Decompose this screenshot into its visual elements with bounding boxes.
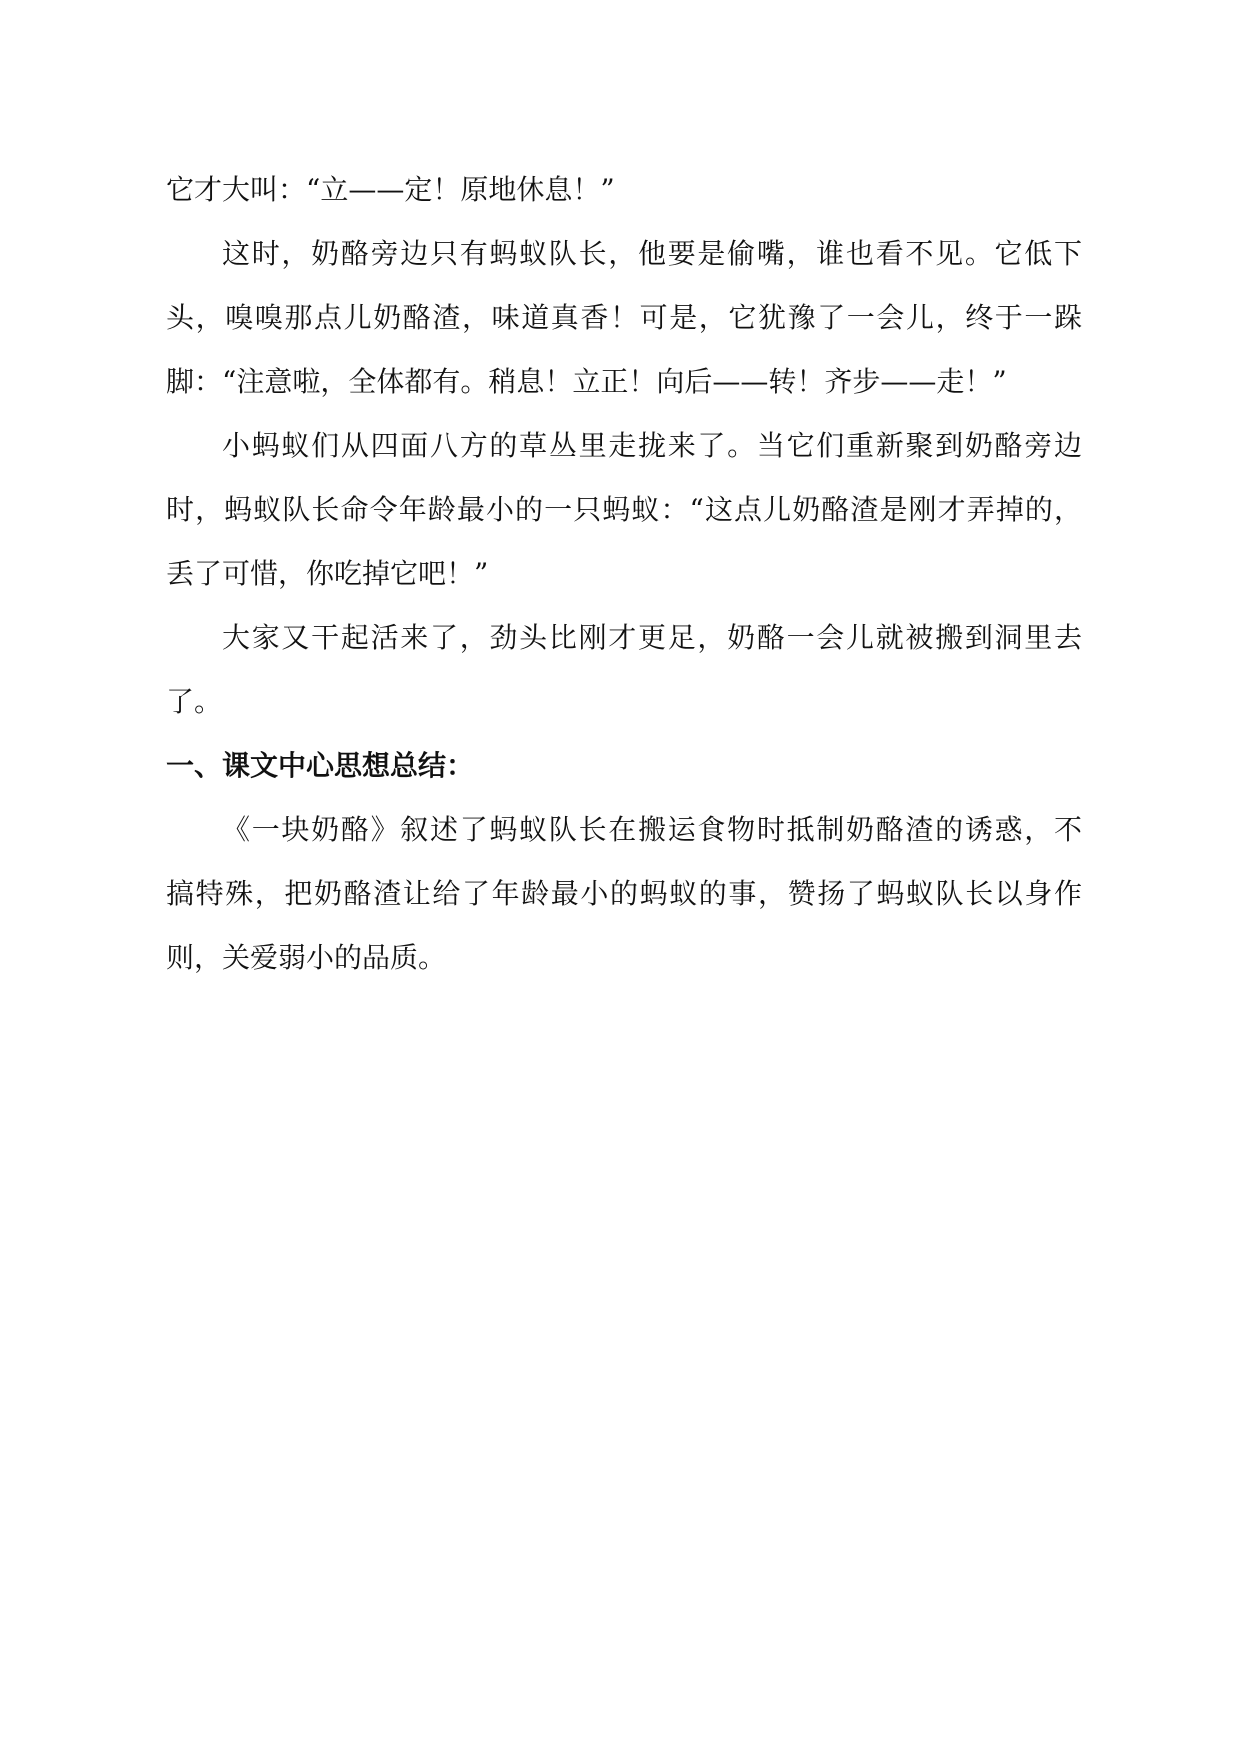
summary-line: 则，关爱弱小的品质。 <box>166 941 447 974</box>
paragraph-line: 它才大叫：“立——定！原地休息！” <box>166 173 615 206</box>
paragraph-line: 头，嗅嗅那点儿奶酪渣，味道真香！可是，它犹豫了一会儿，终于一跺 <box>166 301 1082 334</box>
paragraph-line: 脚：“注意啦，全体都有。稍息！立正！向后——转！齐步——走！” <box>166 365 1007 398</box>
paragraph-line: 小蚂蚁们从四面八方的草丛里走拢来了。当它们重新聚到奶酪旁边 <box>222 429 1082 462</box>
paragraph-line: 这时，奶酪旁边只有蚂蚁队长，他要是偷嘴，谁也看不见。它低下 <box>222 237 1082 270</box>
section-heading: 一、课文中心思想总结： <box>166 749 475 782</box>
summary-line: 《一块奶酪》叙述了蚂蚁队长在搬运食物时抵制奶酪渣的诱惑，不 <box>222 813 1082 846</box>
paragraph-line: 时，蚂蚁队长命令年龄最小的一只蚂蚁：“这点儿奶酪渣是刚才弄掉的， <box>166 493 1082 526</box>
paragraph-line: 了。 <box>166 685 223 718</box>
document-page <box>166 158 1082 990</box>
paragraph-line: 大家又干起活来了，劲头比刚才更足，奶酪一会儿就被搬到洞里去 <box>222 621 1082 654</box>
summary-line: 搞特殊，把奶酪渣让给了年龄最小的蚂蚁的事，赞扬了蚂蚁队长以身作 <box>166 877 1082 910</box>
paragraph-line: 丢了可惜，你吃掉它吧！” <box>166 557 489 590</box>
